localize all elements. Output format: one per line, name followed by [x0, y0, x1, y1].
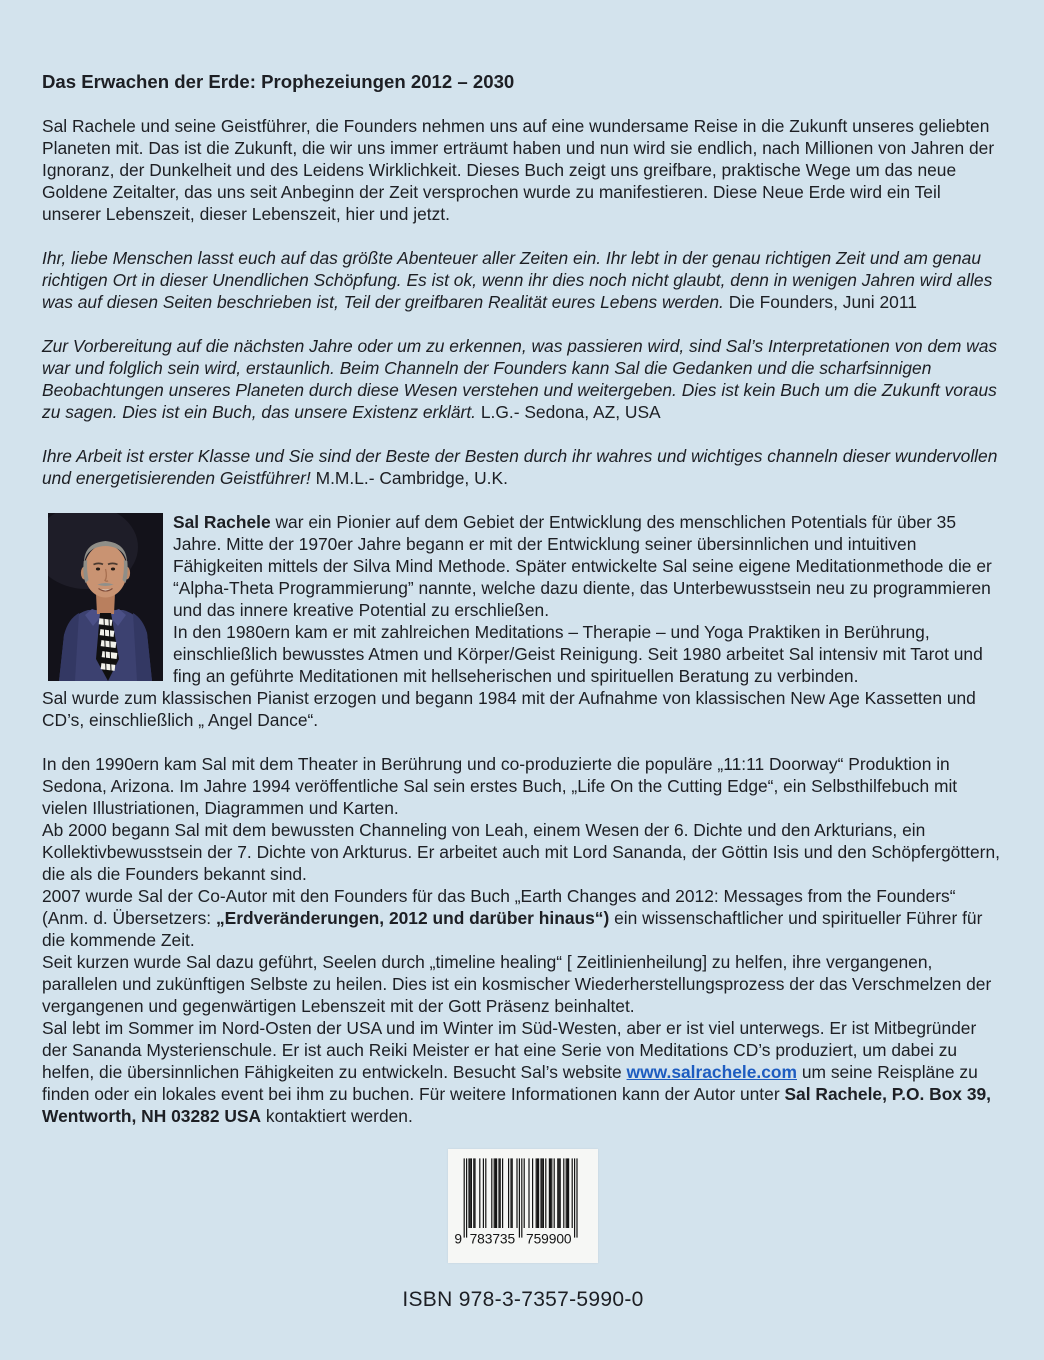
- text-segment: Sal Rachele und seine Geistführer, die Founders nehmen uns auf eine wundersame Reise in die Zukunft unseres geliebten Planeten mit. Das ist die Zukunft, die wir uns immer erträumt haben und nun wird sie endlich, nach Millionen von Jahren der Ignoranz, der Dunkelheit und des Leidens Wirklichkeit. Dieses Buch zeigt uns greifbare, praktische Wege um das neue Goldene Zeitalter, das uns seit Anbeginn der Zeit versprochen wurde zu manifestieren. Diese Neue Erde wird ein Teil unserer Lebenszeit, dieser Lebenszeit, hier und jetzt.: [42, 116, 995, 224]
- text-segment: Zur Vorbereitung auf die nächsten Jahre oder um zu erkennen, was passieren wird, sind Sal’s Interpretationen von dem was war und folglich sein wird, erstaunlich. Beim Channeln der Founders kann Sal die Gedanken und die scharfsinnigen Beobachtungen unseres Planeten durch diese Wesen verstehen und weitergeben. Dies ist kein Buch um die Zukunft voraus zu sagen. Dies ist ein Buch, das unsere Existenz erklärt.: [42, 336, 998, 422]
- text-segment: In den 1980ern kam er mit zahlreichen Meditations – Therapie – und Yoga Praktiken in Berührung, einschließlich bewusstes Atmen und Körper/Geist Reinigung. Seit 1980 arbeitet Sal intensiv mit Tarot und fing an geführte Meditationen mit hellseherischen und spirituellen Beratung zu verbinden.: [173, 622, 983, 686]
- text-segment: Ihre Arbeit ist erster Klasse und Sie sind der Beste der Besten durch ihr wahres und wichtiges channeln dieser wundervollen und energetisierenden Geistführer!: [42, 446, 998, 488]
- text-segment: kontaktiert werden.: [261, 1106, 413, 1126]
- barcode-bars: [464, 1158, 578, 1237]
- text-segment: ein wissenschaftlicher und spiritueller Führer für die kommende Zeit.: [42, 908, 983, 950]
- founders-quote: [42, 247, 1004, 313]
- barcode-digit-left: 9: [454, 1231, 463, 1247]
- text-segment: Sal Rachele: [173, 512, 271, 532]
- author-history: [42, 753, 1004, 1127]
- book-title: Das Erwachen der Erde: Prophezeiungen 2012 – 2030: [42, 71, 515, 92]
- text-segment: Ab 2000 begann Sal mit dem bewussten Channeling von Leah, einem Wesen der 6. Dichte und den Arkturians, ein Kollektivbewusstsein der 7. Dichte von Arkturus. Er arbeitet auch mit Lord Sananda, der Göttin Isis und den Schöpfergöttern, die als die Founders bekannt sind.: [42, 820, 1000, 884]
- review-quote-cambridge: [42, 445, 1004, 489]
- barcode: [448, 1149, 598, 1263]
- barcode-digits-group1: 783735: [469, 1231, 516, 1247]
- text-segment: Ihr, liebe Menschen lasst euch auf das größte Abenteuer aller Zeiten ein. Ihr lebt in der genau richtigen Zeit und am genau richtigen Ort in dieser Unendlichen Schöpfung. Es ist ok, wenn ihr dies noch nicht glaubt, denn in wenigen Jahren wird alles was auf diesen Seiten beschrieben ist, Teil der greifbaren Realität eures Lebens werden.: [42, 248, 993, 312]
- text-segment: 2007 wurde Sal der Co-Autor mit den Founders für das Buch „Earth Changes and 2012: Messages from the Founders“ (Anm. d. Übersetzers:: [42, 886, 956, 928]
- text-segment: Sal wurde zum klassischen Pianist erzogen und begann 1984 mit der Aufnahme von klassischen New Age Kassetten und CD’s, einschließlich „ Angel Dance“.: [42, 688, 976, 730]
- barcode-section: [42, 1149, 1004, 1311]
- text-segment: „Erdveränderungen, 2012 und darüber hinaus“): [215, 908, 610, 928]
- author-bio-section: [42, 511, 1004, 731]
- text-segment: Sal Rachele, P.O. Box 39, Wentworth, NH 03282 USA: [42, 1084, 991, 1126]
- text-segment: Die Founders, Juni 2011: [723, 292, 917, 312]
- text-segment: M.M.L.- Cambridge, U.K.: [310, 468, 508, 488]
- isbn-text: ISBN 978-3-7357-5990-0: [402, 1288, 644, 1311]
- text-segment: Seit kurzen wurde Sal dazu geführt, Seelen durch „timeline healing“ [ Zeitlinienheilung] zu helfen, ihre vergangenen, parallelen und zukünftigen Selbste zu heilen. Dies ist ein kosmischer Wiederherstellungsprozess der das Verschmelzen der vergangenen und gegenwärtigen Lebenszeit mit der Gott Präsenz beinhaltet.: [42, 952, 992, 1016]
- text-segment: Sal lebt im Sommer im Nord-Osten der USA und im Winter im Süd-Westen, aber er ist viel unterwegs. Er ist Mitbegründer der Sananda Mysterienschule. Er ist auch Reiki Meister er hat eine Serie von Meditations CD’s produziert, um dabei zu helfen, die übersinnlichen Fähigkeiten zu entwickeln. Besucht Sal’s website: [42, 1018, 977, 1082]
- text-segment: In den 1990ern kam Sal mit dem Theater in Berührung und co-produzierte die populäre „11:11 Doorway“ Produktion in Sedona, Arizona. Im Jahre 1994 veröffentliche Sal sein erstes Buch, „Life On the Cutting Edge“, ein Selbsthilfebuch mit vielen Illustriationen, Diagrammen und Karten.: [42, 754, 958, 818]
- intro-paragraph: [42, 115, 1004, 225]
- barcode-digits-group2: 759900: [526, 1231, 572, 1247]
- text-segment: L.G.- Sedona, AZ, USA: [476, 402, 661, 422]
- author-photo: [48, 513, 163, 681]
- review-quote-sedona: [42, 335, 1004, 423]
- website-link[interactable]: www.salrachele.com: [626, 1062, 797, 1082]
- author-bio: [42, 511, 1004, 731]
- barcode-image: [454, 1156, 592, 1252]
- text-segment: war ein Pionier auf dem Gebiet der Entwicklung des menschlichen Potentials für über 35 Jahre. Mitte der 1970er Jahre begann er mit der Entwicklung seiner übersinnlichen und intuitiven Fähigkeiten mittels der Silva Mind Methode. Später entwickelte Sal seine eigene Meditationmethode die er “Alpha-Theta Programmierung” nannte, welche dazu diente, das Unterbewusstsein neu zu programmieren und das innere kreative Potential zu erschließen.: [173, 512, 992, 620]
- text-segment: um seine Reispläne zu finden oder ein lokales event bei ihm zu buchen. Für weitere Informationen kann der Autor unter: [42, 1062, 978, 1104]
